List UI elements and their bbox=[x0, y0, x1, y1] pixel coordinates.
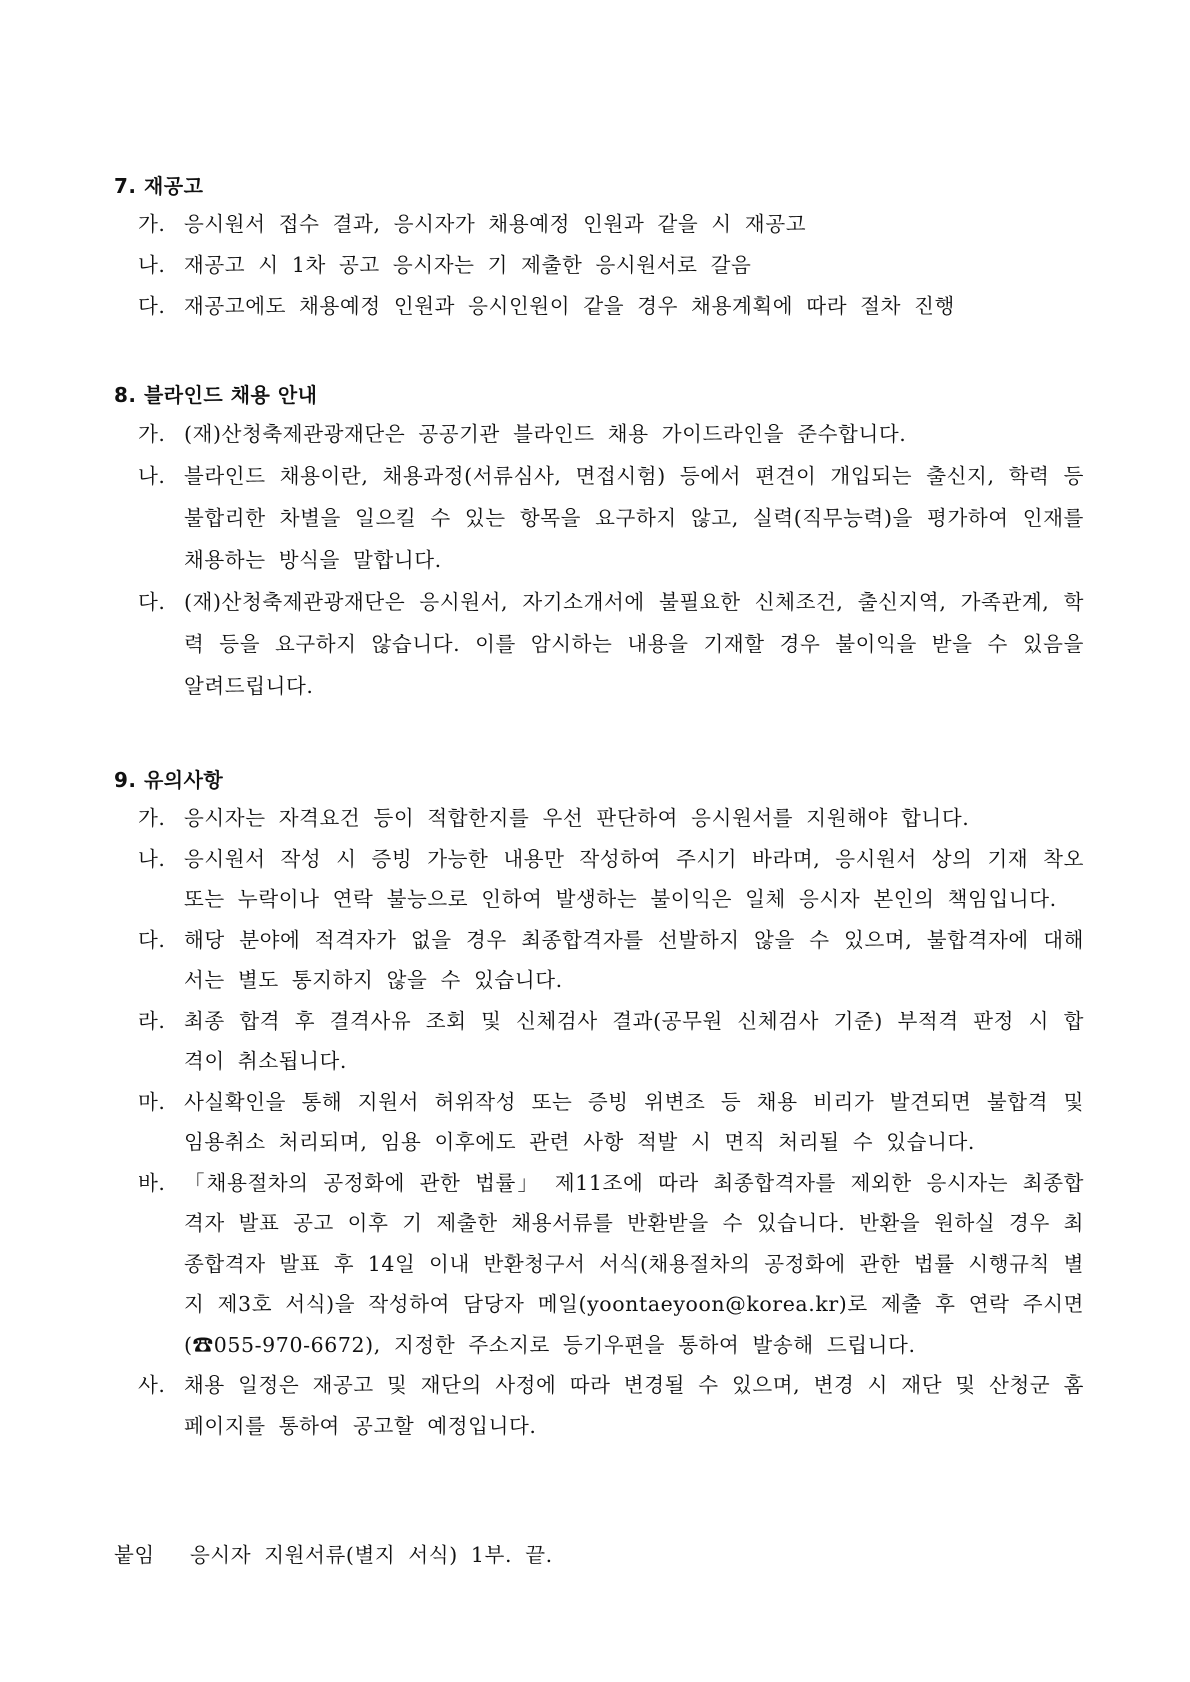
list-marker: 다. bbox=[138, 590, 166, 614]
list-item-text: 응시원서 작성 시 증빙 가능한 내용만 작성하여 주시기 바라며, 응시원서 상의 기재 착오 또는 누락이나 연락 불능으로 인하여 발생하는 불이익은 일체 응시자 본인의 책임입니다. bbox=[184, 846, 1084, 911]
list-item bbox=[114, 245, 1084, 286]
list-item bbox=[114, 1163, 1084, 1366]
list-marker: 가. bbox=[138, 422, 166, 446]
list-item-text: 재공고에도 채용예정 인원과 응시인원이 같을 경우 채용계획에 따라 절차 진행 bbox=[184, 294, 955, 318]
list-item bbox=[114, 920, 1084, 1001]
list-marker: 다. bbox=[138, 294, 166, 318]
list-item bbox=[114, 204, 1084, 245]
list-item bbox=[114, 1082, 1084, 1163]
attachment-text: 응시자 지원서류(별지 서식) 1부. 끝. bbox=[189, 1543, 553, 1567]
section-notes bbox=[114, 762, 1084, 1446]
list-item bbox=[114, 286, 1084, 327]
list-item-text: 사실확인을 통해 지원서 허위작성 또는 증빙 위변조 등 채용 비리가 발견되면 불합격 및 임용취소 처리되며, 임용 이후에도 관련 사항 적발 시 면직 처리될 수 있습니다. bbox=[184, 1089, 1084, 1154]
section-reannouncement bbox=[114, 168, 1084, 327]
list-item bbox=[114, 798, 1084, 839]
list-marker: 나. bbox=[138, 846, 166, 871]
section-heading: 8. 블라인드 채용 안내 bbox=[114, 383, 318, 407]
attachment-line bbox=[114, 1540, 553, 1570]
list-item-text: 최종 합격 후 결격사유 조회 및 신체검사 결과(공무원 신체검사 기준) 부적격 판정 시 합격이 취소됩니다. bbox=[184, 1008, 1084, 1073]
list-marker: 다. bbox=[138, 927, 166, 952]
list-item bbox=[114, 1001, 1084, 1082]
attachment-label: 붙임 bbox=[114, 1543, 155, 1567]
section-heading: 7. 재공고 bbox=[114, 174, 204, 198]
list-item-text: (재)산청축제관광재단은 공공기관 블라인드 채용 가이드라인을 준수합니다. bbox=[184, 422, 907, 446]
list-item-text: 재공고 시 1차 공고 응시자는 기 제출한 응시원서로 갈음 bbox=[184, 253, 752, 277]
list-marker: 마. bbox=[138, 1089, 166, 1114]
list-marker: 나. bbox=[138, 253, 166, 277]
list-item-text: (재)산청축제관광재단은 응시원서, 자기소개서에 불필요한 신체조건, 출신지역, 가족관계, 학력 등을 요구하지 않습니다. 이를 암시하는 내용을 기재할 경우 불이익을 받을 수 있음을 알려드립니다. bbox=[184, 590, 1084, 698]
list-item bbox=[114, 455, 1084, 581]
list-item bbox=[114, 839, 1084, 920]
list-item-text: 블라인드 채용이란, 채용과정(서류심사, 면접시험) 등에서 편견이 개입되는 출신지, 학력 등 불합리한 차별을 일으킬 수 있는 항목을 요구하지 않고, 실력(직무능력)을 평가하여 인재를 채용하는 방식을 말합니다. bbox=[184, 464, 1084, 572]
list-item-text: 해당 분야에 적격자가 없을 경우 최종합격자를 선발하지 않을 수 있으며, 불합격자에 대해서는 별도 통지하지 않을 수 있습니다. bbox=[184, 927, 1084, 992]
section-blind-hiring bbox=[114, 377, 1084, 707]
list-item bbox=[114, 581, 1084, 707]
list-marker: 나. bbox=[138, 464, 166, 488]
list-item-text: 응시원서 접수 결과, 응시자가 채용예정 인원과 같을 시 재공고 bbox=[184, 212, 807, 236]
list-item bbox=[114, 413, 1084, 455]
section-heading: 9. 유의사항 bbox=[114, 768, 224, 792]
list-item-text: 「채용절차의 공정화에 관한 법률」 제11조에 따라 최종합격자를 제외한 응시자는 최종합격자 발표 공고 이후 기 제출한 채용서류를 반환받을 수 있습니다. 반환을 원하실 경우 최종합격자 발표 후 14일 이내 반환청구서 서식(채용절차의 공정화에 관한 법률 시행규칙 별지 제3호 서식)을 작성하여 담당자 메일(yoontaeyoon@korea.kr)로 제출 후 연락 주시면(☎055-970-6672), 지정한 주소지로 등기우편을 통하여 발송해 드립니다. bbox=[184, 1170, 1084, 1357]
list-item-text: 응시자는 자격요건 등이 적합한지를 우선 판단하여 응시원서를 지원해야 합니다. bbox=[184, 806, 970, 830]
list-marker: 사. bbox=[138, 1373, 166, 1397]
list-marker: 바. bbox=[138, 1170, 166, 1195]
list-item bbox=[114, 1365, 1084, 1446]
list-marker: 가. bbox=[138, 806, 166, 830]
list-marker: 가. bbox=[138, 212, 166, 236]
list-marker: 라. bbox=[138, 1008, 166, 1033]
list-item-text: 채용 일정은 재공고 및 재단의 사정에 따라 변경될 수 있으며, 변경 시 재단 및 산청군 홈페이지를 통하여 공고할 예정입니다. bbox=[184, 1373, 1084, 1438]
